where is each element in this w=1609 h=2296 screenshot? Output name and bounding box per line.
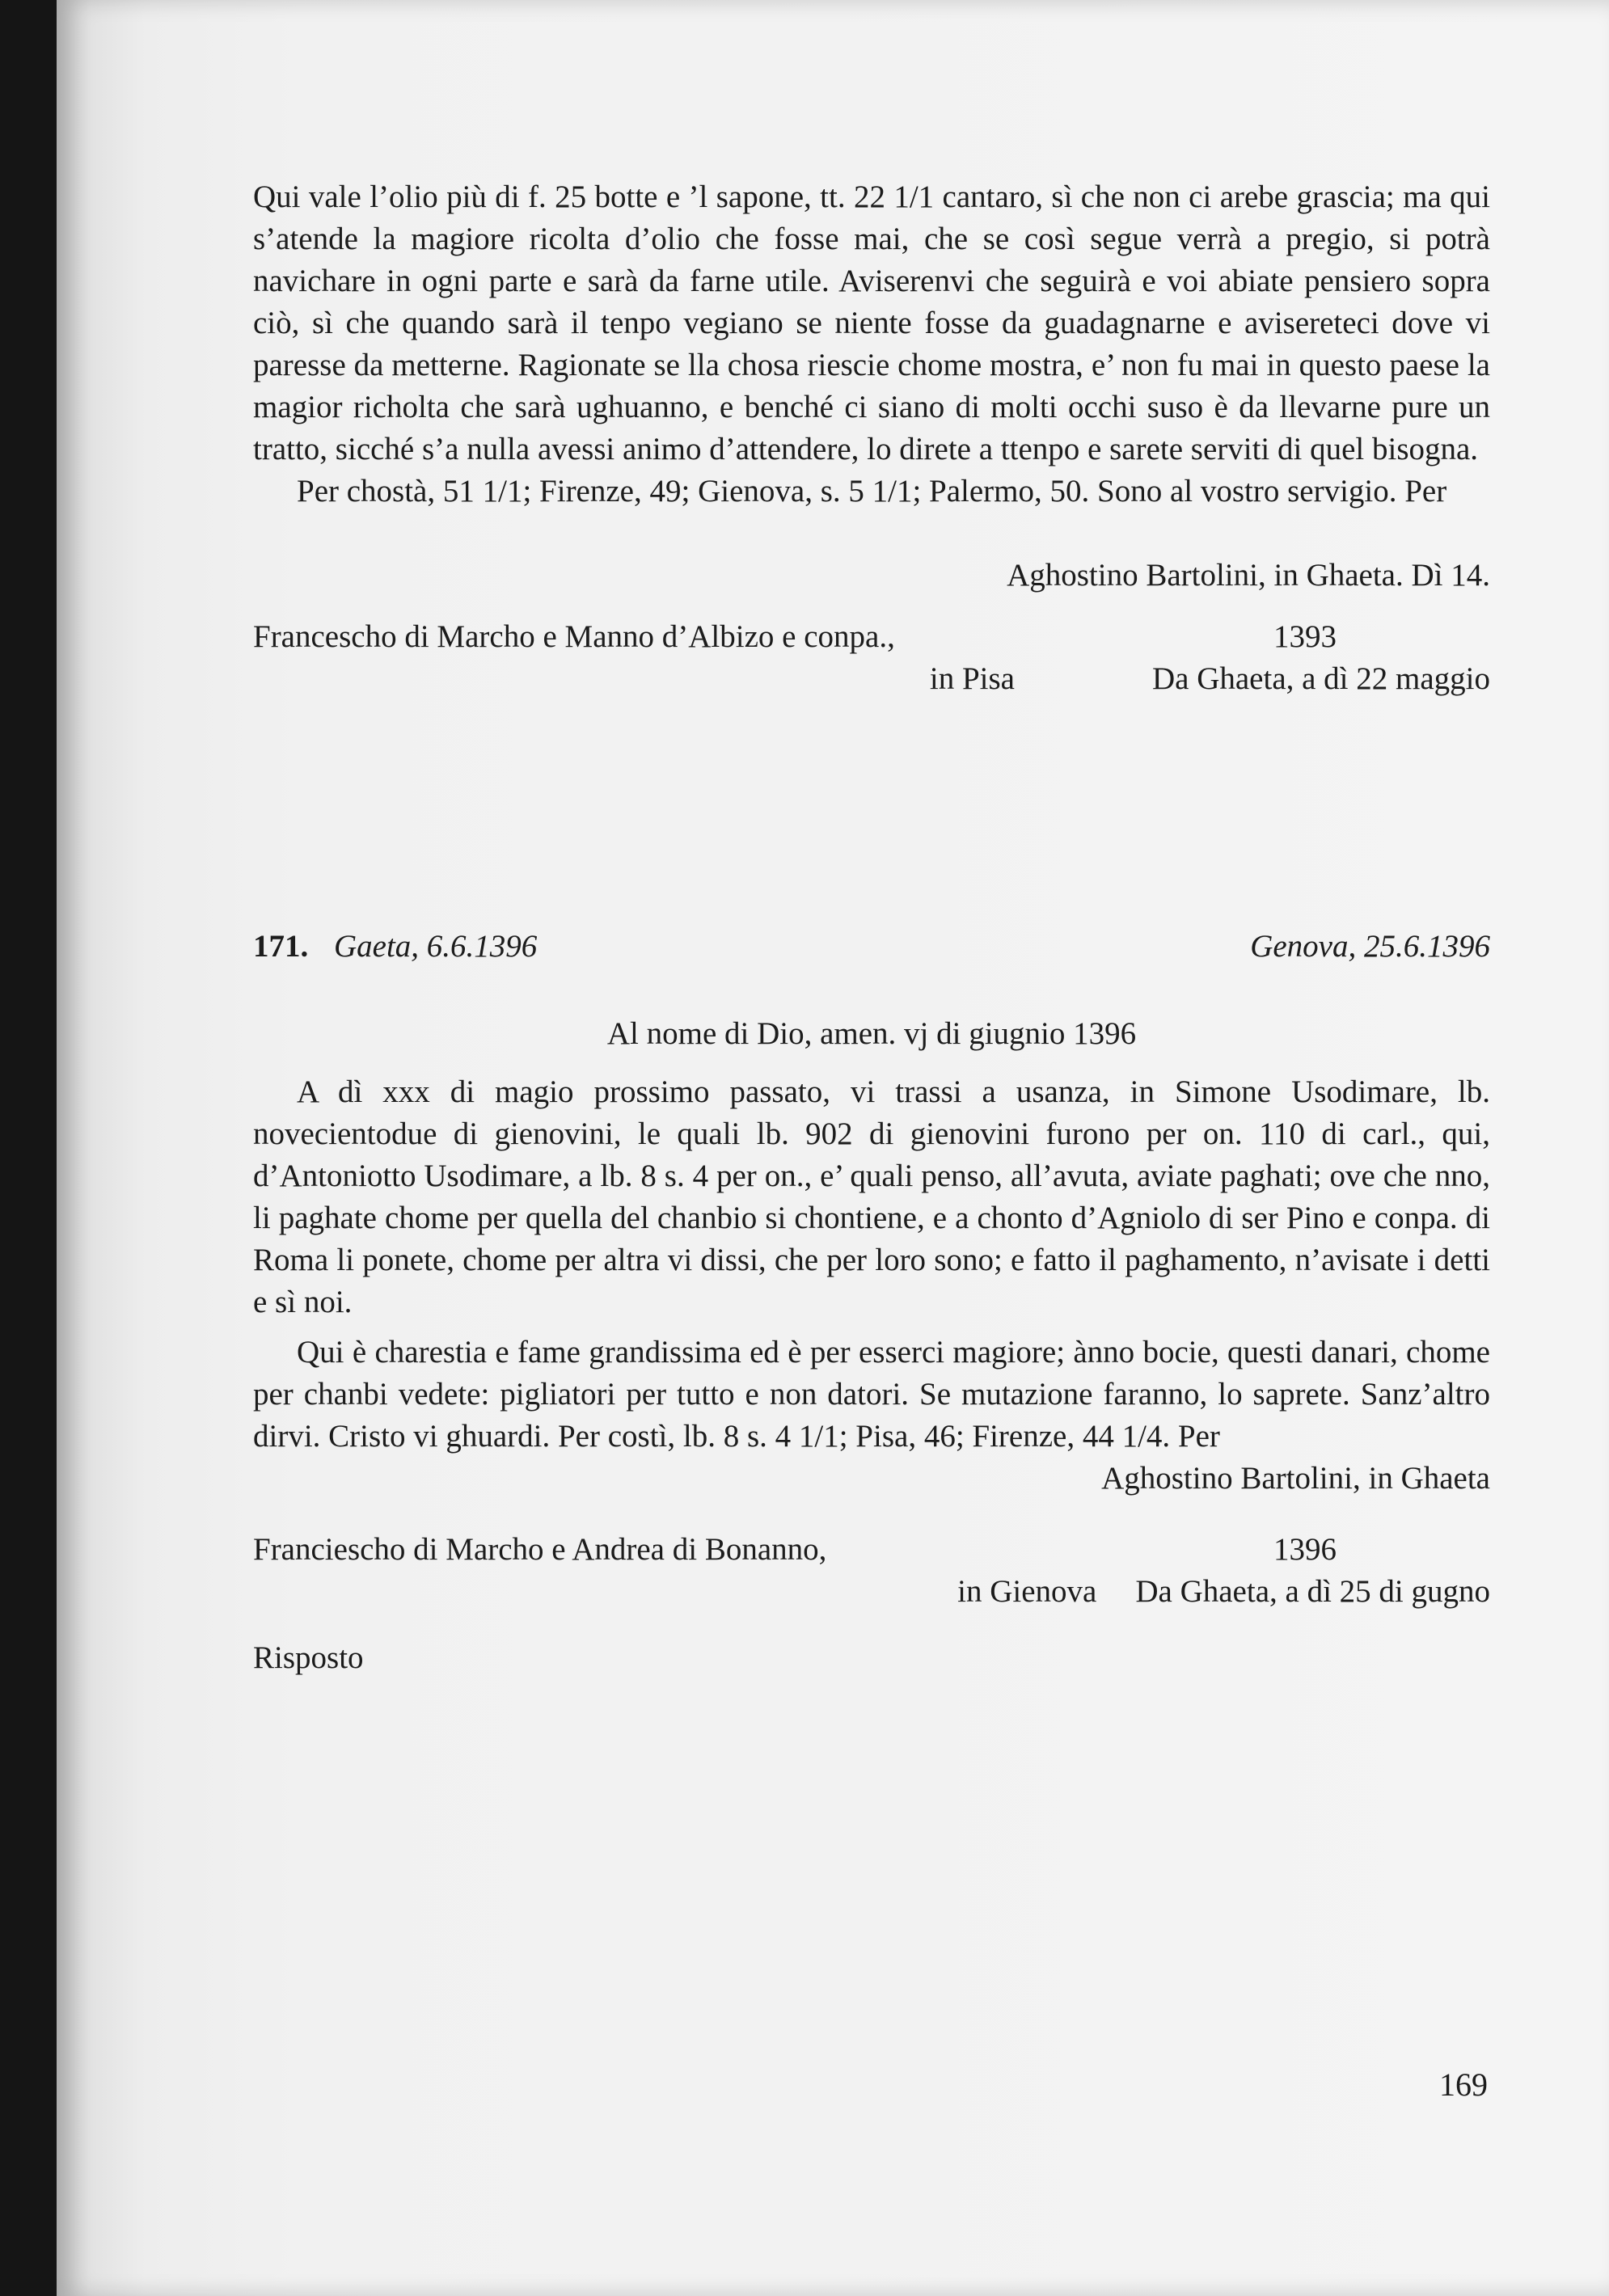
letter-2-sent: Gaeta, 6.6.1396 — [334, 929, 538, 964]
letter-2-address-year: 1396 — [1273, 1532, 1337, 1567]
letter-2 — [253, 926, 1490, 1679]
letter-2-header — [253, 926, 1490, 968]
letter-2-paragraph-1: A dì xxx di magio prossimo passato, vi trassi a usanza, in Simone Usodimare, lb. novecientodue di gienovini, le quali lb. 902 di gienovini furono per on. 110 di carl., qui, d’Antoniotto Usodimare, a lb. 8 s. 4 per on., e’ quali penso, all’avuta, aviate paghati; ove che nno, li paghate chome per quella del chanbio si chontiene, e a chonto d’Agniolo di ser Pino e conpa. di Roma li ponete, chome per altra vi dissi, che per loro sono; e fatto il paghamento, n’avisate i detti e sì noi. — [253, 1074, 1490, 1319]
letter-1-signature: Aghostino Bartolini, in Ghaeta. Dì 14. — [1007, 558, 1490, 593]
letter-2-address-name: Franciescho di Marcho e Andrea di Bonanno, — [253, 1532, 827, 1567]
letter-2-heading: Al nome di Dio, amen. vj di giugnio 1396 — [606, 1016, 1137, 1051]
letter-2-number: 171. — [253, 929, 309, 964]
letter-2-signature: Aghostino Bartolini, in Ghaeta — [1101, 1461, 1490, 1496]
page-number: 169 — [1439, 2066, 1488, 2103]
letter-1-address-line-1 — [253, 616, 1490, 658]
letter-2-received: Genova, 25.6.1396 — [1250, 929, 1490, 964]
book-page — [57, 0, 1609, 2296]
letter-2-address-line-1 — [253, 1529, 1490, 1571]
letter-1-address-place: in Pisa — [929, 661, 1015, 696]
letter-1-address-line-2 — [253, 658, 1490, 700]
letter-1-address-name: Francescho di Marcho e Manno d’Albizo e conpa., — [253, 619, 895, 654]
letter-2-address-date: Da Ghaeta, a dì 25 di gugno — [1135, 1574, 1490, 1609]
letter-2-address-line-2 — [253, 1571, 1490, 1613]
letter-1-address-year: 1393 — [1273, 619, 1337, 654]
letter-2-header-left — [253, 926, 537, 968]
letter-1-address-date: Da Ghaeta, a dì 22 maggio — [1151, 661, 1490, 696]
letter-2-address-place: in Gienova — [957, 1574, 1097, 1609]
letter-1-rates: Per chostà, 51 1/1; Firenze, 49; Gienova, s. 5 1/1; Palermo, 50. Sono al vostro servigio. Per — [297, 474, 1447, 509]
letter-2-note: Risposto — [253, 1640, 364, 1675]
letter-1-body: Qui vale l’olio più di f. 25 botte e ’l sapone, tt. 22 1/1 cantaro, sì che non ci arebe grascia; ma qui s’atende la magiore ricolta d’olio che fosse mai, che se così segue verrà a pregio, si potrà navichare in ogni parte e sarà da farne utile. Aviserenvi che seguirà e voi abiate pensiero sopra ciò, sì che quando sarà il tenpo vegiano se niente fosse da guadagnarne e avisereteci dove vi paresse da metterne. Ragionate se lla chosa riescie chome mostra, e’ non fu mai in questo paese la magior richolta che sarà ughuanno, e benché ci siano di molti occhi suso è da llevarne pure un tratto, sicché s’a nulla avessi animo d’attendere, lo direte a ttenpo e sarete serviti di quel bisogna. — [253, 179, 1490, 466]
letter-2-paragraph-2: Qui è charestia e fame grandissima ed è per esserci magiore; ànno bocie, questi danari, chome per chanbi vedete: pigliatori per tutto e non datori. Se mutazione faranno, lo saprete. Sanz’altro dirvi. Cristo vi ghuardi. Per costì, lb. 8 s. 4 1/1; Pisa, 46; Firenze, 44 1/4. Per — [253, 1335, 1490, 1454]
letter-1 — [253, 176, 1490, 700]
